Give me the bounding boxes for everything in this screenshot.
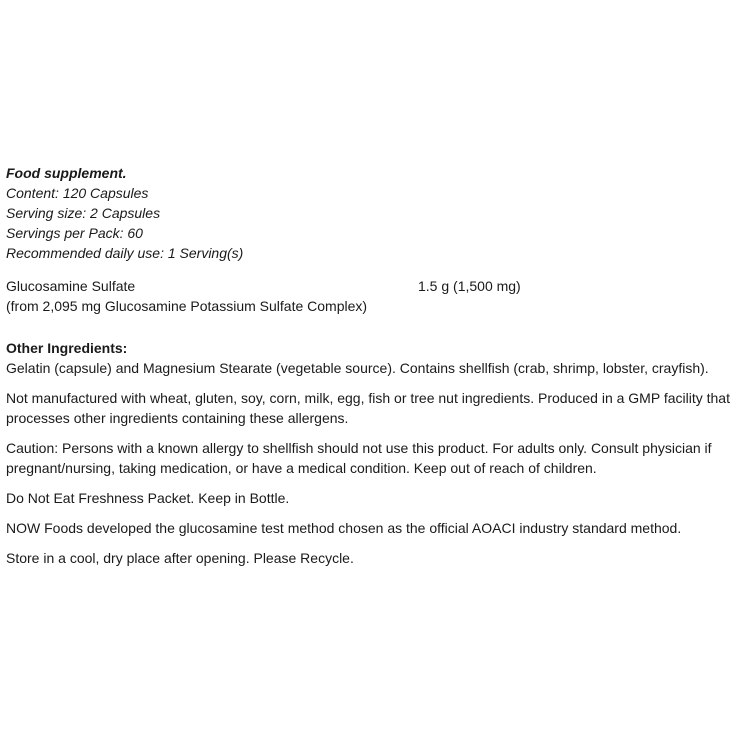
test-method-note: NOW Foods developed the glucosamine test method chosen as the official AOACI industry standard method.: [6, 520, 682, 536]
freshness-packet-note: Do Not Eat Freshness Packet. Keep in Bottle.: [6, 490, 290, 506]
ingredient-row: [6, 276, 731, 296]
storage-note: Store in a cool, dry place after opening. Please Recycle.: [6, 550, 354, 566]
allergen-statement: Not manufactured with wheat, gluten, soy, corn, milk, egg, fish or tree nut ingredients. Produced in a GMP facility that processes other ingredients containing these allergens.: [6, 390, 730, 426]
ingredient-source: (from 2,095 mg Glucosamine Potassium Sulfate Complex): [6, 298, 368, 314]
other-ingredients-heading: Other Ingredients:: [6, 340, 128, 356]
supplement-title: Food supplement.: [6, 165, 127, 181]
serving-size-line: Serving size: 2 Capsules: [6, 205, 161, 221]
ingredient-amount: 1.5 g (1,500 mg): [418, 278, 521, 294]
caution-statement: Caution: Persons with a known allergy to shellfish should not use this product. For adults only. Consult physician if pregnant/nursing, taking medication, or have a medical condition. Keep out of reach of children.: [6, 440, 712, 476]
supplement-facts: [6, 276, 731, 316]
servings-per-pack-line: Servings per Pack: 60: [6, 225, 143, 241]
ingredient-name: Glucosamine Sulfate: [6, 278, 136, 294]
recommended-use-line: Recommended daily use: 1 Serving(s): [6, 245, 244, 261]
other-ingredients-text: Gelatin (capsule) and Magnesium Stearate (vegetable source). Contains shellfish (crab, shrimp, lobster, crayfish).: [6, 360, 709, 376]
label-content: [6, 163, 731, 568]
content-line: Content: 120 Capsules: [6, 185, 149, 201]
